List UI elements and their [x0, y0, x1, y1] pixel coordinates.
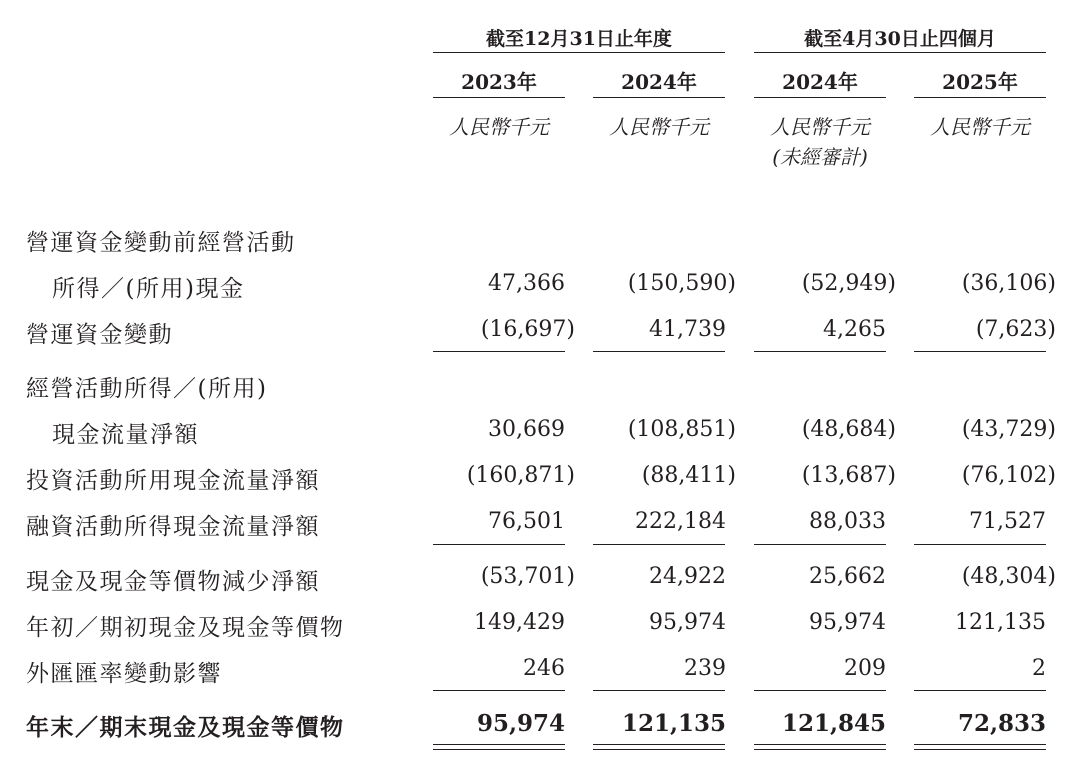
year-header-rule [914, 97, 1046, 98]
table-cell: (160,871) [466, 463, 575, 488]
table-cell: 76,501 [488, 509, 565, 534]
unit-col1: 人民幣千元 [449, 115, 549, 139]
subtotal-rule [914, 690, 1046, 691]
row-label: 現金流量淨額 [52, 422, 199, 448]
subtotal-rule [433, 544, 565, 545]
row-label: 投資活動所用現金流量淨額 [26, 468, 320, 494]
subtotal-rule [593, 544, 725, 545]
subtotal-rule [593, 690, 725, 691]
row-label: 營運資金變動 [26, 322, 173, 348]
table-cell: (76,102) [961, 463, 1056, 488]
table-cell: 2 [1032, 656, 1046, 681]
group-header-rule [754, 52, 1046, 53]
total-double-rule [754, 744, 886, 750]
subtotal-rule [914, 544, 1046, 545]
subtotal-rule [754, 690, 886, 691]
row-label: 所得／(所用)現金 [52, 276, 245, 302]
year-header-rule [433, 97, 565, 98]
row-label: 年初／期初現金及現金等價物 [26, 615, 345, 641]
table-cell: (7,623) [975, 317, 1056, 342]
table-cell: 30,669 [488, 417, 565, 442]
table-cell: 41,739 [649, 317, 726, 342]
year-header-rule [593, 97, 725, 98]
subtotal-rule [593, 351, 725, 352]
table-cell: 24,922 [649, 564, 726, 589]
total-double-rule [914, 744, 1046, 750]
table-cell: (53,701) [480, 564, 575, 589]
table-cell: (16,697) [480, 317, 575, 342]
table-cell: 95,974 [649, 610, 726, 635]
table-cell: 95,974 [809, 610, 886, 635]
subtotal-rule [754, 544, 886, 545]
group-header-year-ended-dec31: 截至12月31日止年度 [486, 28, 672, 50]
unit-col3-currency: 人民幣千元 [770, 115, 870, 139]
year-header-col3: 2024年 [782, 70, 858, 94]
table-cell: 4,265 [823, 317, 886, 342]
table-cell: 209 [844, 656, 886, 681]
row-label-total: 年末／期末現金及現金等價物 [26, 714, 345, 741]
table-cell: 121,135 [955, 610, 1046, 635]
year-header-col1: 2023年 [461, 70, 537, 94]
subtotal-rule [433, 351, 565, 352]
group-header-four-months-apr30: 截至4月30日止四個月 [804, 28, 996, 50]
total-double-rule [593, 744, 725, 750]
year-header-rule [754, 97, 886, 98]
table-cell: 149,429 [474, 610, 565, 635]
row-label: 融資活動所得現金流量淨額 [26, 514, 320, 540]
table-cell: 222,184 [635, 509, 726, 534]
table-cell: 71,527 [969, 509, 1046, 534]
table-cell: 246 [523, 656, 565, 681]
table-cell-total: 121,845 [781, 710, 886, 737]
table-cell: (150,590) [627, 271, 736, 296]
table-cell: (48,684) [801, 417, 896, 442]
table-cell-total: 95,974 [476, 710, 565, 737]
table-cell: (52,949) [801, 271, 896, 296]
row-label: 營運資金變動前經營活動 [26, 230, 296, 256]
subtotal-rule [914, 351, 1046, 352]
row-label: 現金及現金等價物減少淨額 [26, 569, 320, 595]
subtotal-rule [754, 351, 886, 352]
row-label: 外匯匯率變動影響 [26, 661, 222, 687]
table-cell: 88,033 [809, 509, 886, 534]
row-label: 經營活動所得／(所用) [26, 376, 268, 402]
table-cell: 239 [684, 656, 726, 681]
table-cell: 25,662 [809, 564, 886, 589]
table-cell: (43,729) [961, 417, 1056, 442]
group-header-rule [433, 52, 725, 53]
table-cell: (88,411) [641, 463, 736, 488]
table-cell: (108,851) [627, 417, 736, 442]
total-double-rule [433, 744, 565, 750]
unit-col2: 人民幣千元 [609, 115, 709, 139]
table-cell: (48,304) [961, 564, 1056, 589]
table-cell: 47,366 [488, 271, 565, 296]
year-header-col4: 2025年 [942, 70, 1018, 94]
year-header-col2: 2024年 [621, 70, 697, 94]
table-cell-total: 72,833 [957, 710, 1046, 737]
table-cell-total: 121,135 [621, 710, 726, 737]
unit-col4: 人民幣千元 [930, 115, 1030, 139]
unit-col3 [754, 112, 886, 172]
table-cell: (13,687) [801, 463, 896, 488]
table-cell: (36,106) [961, 271, 1056, 296]
unaudited-note: (未經審計) [772, 145, 868, 169]
subtotal-rule [433, 690, 565, 691]
